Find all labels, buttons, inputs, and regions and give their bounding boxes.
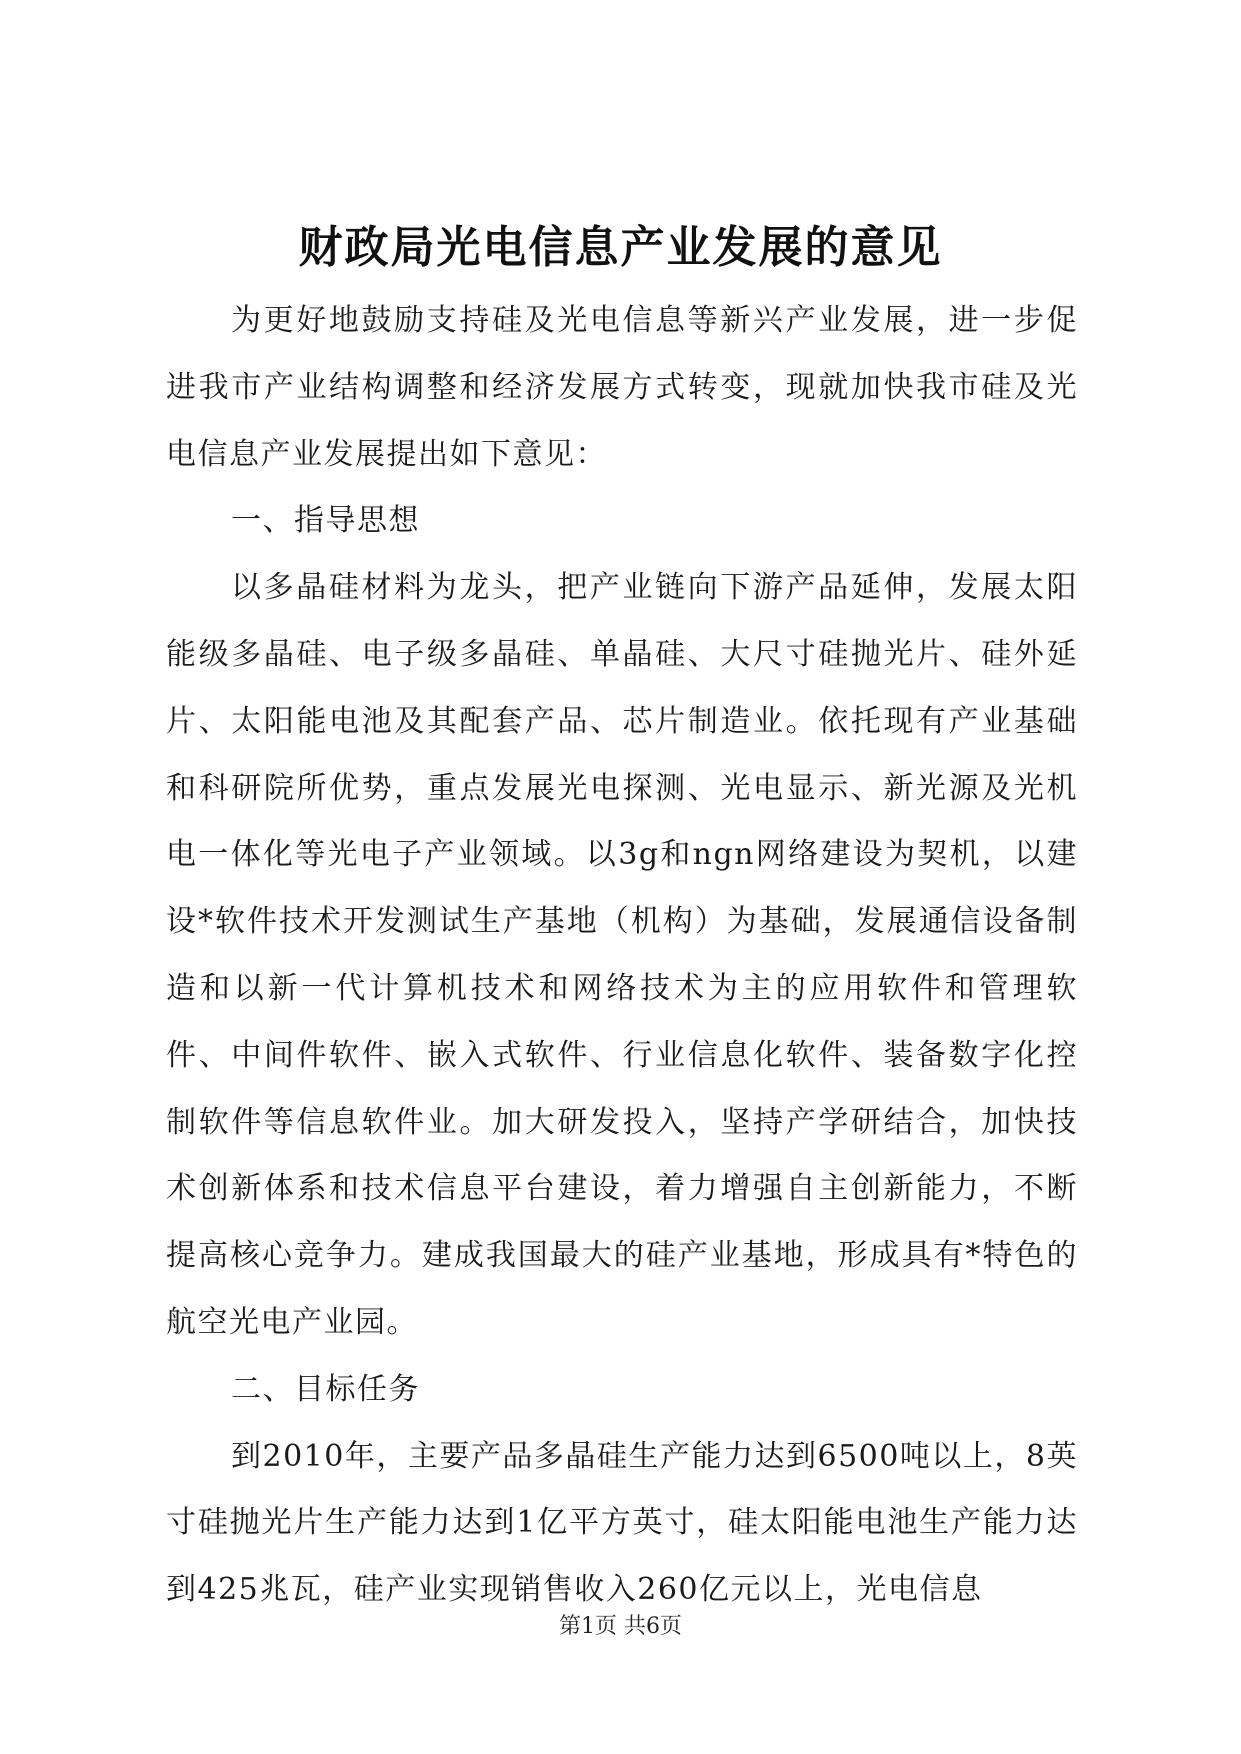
document-body	[166, 288, 1078, 1624]
intro-paragraph: 为更好地鼓励支持硅及光电信息等新兴产业发展，进一步促进我市产业结构调整和经济发展方式转变，现就加快我市硅及光电信息产业发展提出如下意见：	[166, 303, 1078, 472]
targets-paragraph: 到2010年，主要产品多晶硅生产能力达到6500吨以上，8英寸硅抛光片生产能力达到1亿平方英寸，硅太阳能电池生产能力达到425兆瓦，硅产业实现销售收入260亿元以上，光电信息	[166, 1438, 1078, 1608]
document-title: 财政局光电信息产业发展的意见	[298, 222, 943, 273]
page-footer: 第1页 共6页	[559, 1614, 682, 1639]
section-heading-targets: 二、目标任务	[231, 1371, 420, 1407]
section-heading-guiding-ideology: 一、指导思想	[231, 503, 420, 539]
guiding-ideology-paragraph: 以多晶硅材料为龙头，把产业链向下游产品延伸，发展太阳能级多晶硅、电子级多晶硅、单晶硅、大尺寸硅抛光片、硅外延片、太阳能电池及其配套产品、芯片制造业。依托现有产业基础和科研院所优势，重点发展光电探测、光电显示、新光源及光机电一体化等光电子产业领域。以3g和ngn网络建设为契机，以建设*软件技术开发测试生产基地（机构）为基础，发展通信设备制造和以新一代计算机技术和网络技术为主的应用软件和管理软件、中间件软件、嵌入式软件、行业信息化软件、装备数字化控制软件等信息软件业。加大研发投入，坚持产学研结合，加快技术创新体系和技术信息平台建设，着力增强自主创新能力，不断提高核心竞争力。建成我国最大的硅产业基地，形成具有*特色的航空光电产业园。	[166, 570, 1078, 1340]
